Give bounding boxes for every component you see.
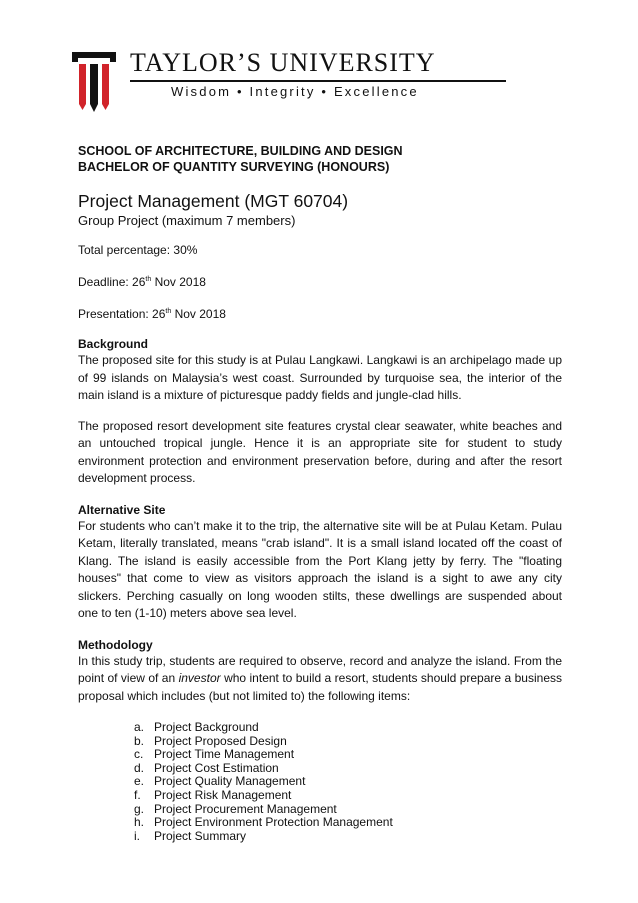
methodology-heading: Methodology: [78, 637, 153, 652]
list-item: [134, 735, 562, 749]
list-letter: d.: [134, 760, 145, 775]
list-letter: h.: [134, 815, 145, 830]
list-letter: i.: [134, 828, 140, 843]
list-text: Project Proposed Design: [154, 733, 287, 748]
university-logo: [70, 48, 450, 118]
methodology-text-end: who intent to build a resort, students should prepare a business proposal which includes (but not limited to) the following items:: [78, 671, 562, 703]
list-text: Project Time Management: [154, 747, 295, 762]
list-letter: b.: [134, 733, 145, 748]
presentation-sup: th: [165, 308, 172, 315]
presentation-suffix: Nov 2018: [171, 307, 226, 321]
deadline-suffix: Nov 2018: [151, 275, 206, 289]
list-item: [134, 721, 562, 735]
deadline: [78, 272, 562, 290]
total-percentage: Total percentage: 30%: [78, 243, 198, 257]
university-tagline: Wisdom • Integrity • Excellence: [171, 84, 419, 99]
university-name: TAYLOR’S UNIVERSITY: [130, 48, 436, 77]
university-crest-icon: [70, 48, 118, 114]
methodology-text-start: In this study trip, students are required to observe, record and analyze the island. From the point of view of an: [78, 653, 562, 685]
list-letter: f.: [134, 787, 141, 802]
list-text: Project Quality Management: [154, 774, 306, 789]
background-paragraph-2: The proposed resort development site features crystal clear seawater, white beaches and an untouched tropical jungle. Hence it is an appropriate site for student to study environment protection and environment preservation before, during and after the resort development process.: [78, 418, 562, 485]
list-item: [134, 816, 562, 830]
list-item: [134, 789, 562, 803]
list-letter: g.: [134, 801, 145, 816]
list-letter: a.: [134, 720, 145, 734]
list-text: Project Summary: [154, 828, 247, 843]
document-body: [78, 143, 562, 843]
list-item: [134, 748, 562, 762]
alternative-site-paragraph: For students who can’t make it to the trip, the alternative site will be at Pulau Ketam. Pulau Ketam, literally translated, means "crab island". It is a small island located off the coast of Klang. The island is easily accessible from the Port Klang jetty by ferry. The "floating houses" that come to view as visitors approach the island is a sight to awe any city slickers. Perching casually on long wooden stilts, these dwellings are suspended about one to ten (1-10) meters above sea level.: [78, 518, 562, 620]
presentation-prefix: Presentation: 26: [78, 307, 166, 321]
list-text: Project Risk Management: [154, 787, 292, 802]
list-text: Project Environment Protection Management: [154, 815, 393, 830]
logo-divider: [130, 80, 506, 82]
list-letter: c.: [134, 747, 144, 762]
presentation-date: [78, 304, 562, 322]
list-text: Project Cost Estimation: [154, 760, 279, 775]
deadline-sup: th: [145, 276, 152, 283]
school-name: SCHOOL OF ARCHITECTURE, BUILDING AND DESIGN: [78, 144, 403, 158]
list-item: [134, 762, 562, 776]
methodology-emphasis: investor: [178, 671, 221, 685]
list-text: Project Background: [154, 720, 259, 734]
list-item: [134, 830, 562, 844]
deadline-prefix: Deadline: 26: [78, 275, 146, 289]
list-letter: e.: [134, 774, 145, 789]
programme-name: BACHELOR OF QUANTITY SURVEYING (HONOURS): [78, 160, 390, 174]
list-text: Project Procurement Management: [154, 801, 337, 816]
alternative-site-heading: Alternative Site: [78, 502, 166, 517]
course-title: Project Management (MGT 60704): [78, 191, 349, 211]
deliverables-list: [78, 721, 562, 843]
background-paragraph-1: The proposed site for this study is at Pulau Langkawi. Langkawi is an archipelago made up of 99 islands on Malaysia’s west coast. Surrounded by turquoise sea, the interior of the main island is a mixture of picturesque paddy fields and jungle-clad hills.: [78, 353, 562, 402]
course-subtitle: Group Project (maximum 7 members): [78, 213, 296, 228]
list-item: [134, 775, 562, 789]
background-heading: Background: [78, 337, 149, 351]
methodology-paragraph: [78, 653, 562, 706]
list-item: [134, 803, 562, 817]
